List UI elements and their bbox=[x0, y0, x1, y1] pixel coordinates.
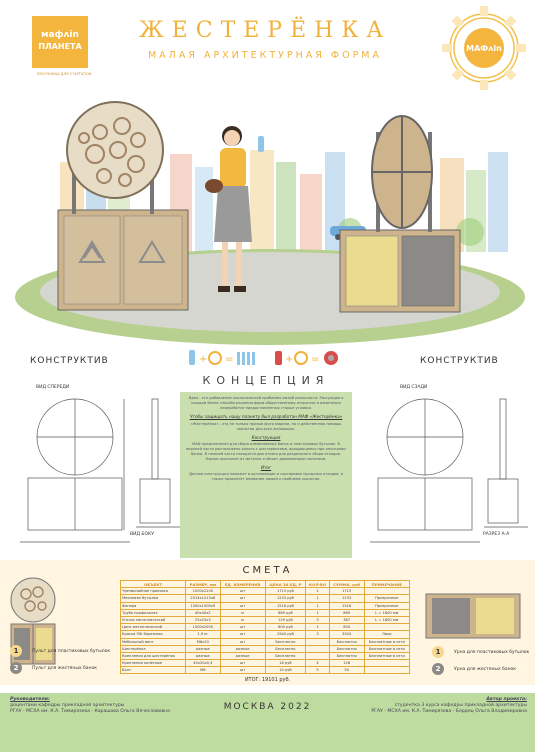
table-cell: Бесплатно bbox=[265, 652, 306, 659]
table-cell: 1516 bbox=[329, 602, 364, 609]
footer-left-line2: РГАУ - МСХА им. К.А. Тимирязева - Карашова Ольга Вячеславовна bbox=[10, 709, 170, 714]
table-cell: Бесплатные в сети bbox=[364, 638, 409, 645]
table-row bbox=[121, 652, 410, 659]
header-object: ОБЪЕКТ bbox=[121, 581, 186, 588]
table-cell: Прозрачные bbox=[364, 602, 409, 609]
project-logo bbox=[32, 16, 88, 68]
table-cell: 40х40х2 bbox=[186, 609, 220, 616]
front-mini-drawing bbox=[8, 574, 58, 674]
footer-left-line1: доцентами кафедры прикладной архитектуры bbox=[10, 703, 125, 708]
table-cell: 1 bbox=[306, 595, 330, 602]
table-cell bbox=[306, 638, 330, 645]
legend-right-1-text: Урна для пластиковых бутылок bbox=[454, 650, 530, 655]
table-cell: Чрезвычайное привязка bbox=[121, 588, 186, 595]
table-cell: Бесплатные в сети bbox=[364, 645, 409, 652]
table-cell: Труба профильная bbox=[121, 609, 186, 616]
table-cell bbox=[364, 624, 409, 631]
header-unit: ЕД. ИЗМЕРЕНИЯ bbox=[220, 581, 265, 588]
table-cell: Бесплатно bbox=[265, 638, 306, 645]
table-cell: 800 руб bbox=[265, 624, 306, 631]
svg-text:+: + bbox=[199, 354, 208, 365]
table-cell: 1 bbox=[306, 602, 330, 609]
table-row bbox=[121, 667, 410, 674]
table-cell: 10 руб bbox=[265, 667, 306, 674]
table-cell: 3920 bbox=[329, 631, 364, 638]
table-cell: L = 1600 мм bbox=[364, 609, 409, 616]
construct-right-title: КОНСТРУКТИВ bbox=[420, 356, 499, 366]
table-cell bbox=[364, 667, 409, 674]
estimate-title: СМЕТА bbox=[242, 565, 293, 576]
svg-text:=: = bbox=[225, 354, 234, 365]
header-note: ПРИМЕЧАНИЕ bbox=[364, 581, 409, 588]
footer-city-year: МОСКВА 2022 bbox=[223, 702, 312, 712]
table-cell: 25х25х3 bbox=[186, 616, 220, 623]
table-cell: Бесплатно bbox=[329, 652, 364, 659]
table-cell: 50 bbox=[329, 667, 364, 674]
table-cell: 129 руб bbox=[265, 616, 306, 623]
table-cell: Бесплатно bbox=[329, 638, 364, 645]
table-cell: 1 bbox=[306, 624, 330, 631]
table-cell: 1233 руб bbox=[265, 595, 306, 602]
table-cell: 18 руб bbox=[265, 660, 306, 667]
table-row bbox=[121, 645, 410, 652]
table-cell: 1000х2200 bbox=[186, 588, 220, 595]
table-cell: Лаки bbox=[364, 631, 409, 638]
concept-paragraph-4: Данная конструкция поможет в организации и сортировке мусорных отходов, а также привлечёт внимание людей к проблеме экологии. bbox=[189, 472, 343, 481]
svg-text:=: = bbox=[311, 354, 320, 365]
header-size: РАЗМЕР, мм bbox=[186, 581, 220, 588]
table-cell: Краска ПФ Бережная bbox=[121, 631, 186, 638]
table-cell: шт bbox=[220, 588, 265, 595]
view-side-label: ВИД БОКУ bbox=[130, 532, 154, 537]
concept-heading-1: Чтобы защищать нашу планету был разработан МАФ «Жестерёнка» bbox=[189, 414, 343, 419]
poster-subtitle: МАЛАЯ АРХИТЕКТУРНАЯ ФОРМА bbox=[147, 50, 382, 61]
table-cell: 1233 bbox=[329, 595, 364, 602]
recycle-formula-icons bbox=[185, 348, 350, 368]
concept-paragraph-2: «Жестерёнка» - это не только призыв фото модели, но и действенная помощь экологии для всех желающих. bbox=[190, 422, 342, 431]
table-cell: шт bbox=[220, 638, 265, 645]
legend-right-2-badge: 2 bbox=[432, 663, 444, 675]
poster-title: ЖЕСТЕРЁНКА bbox=[138, 18, 392, 43]
table-cell: разные bbox=[186, 652, 220, 659]
table-cell: Бесплатные в сети bbox=[364, 652, 409, 659]
front-view-drawing bbox=[20, 392, 130, 552]
table-row bbox=[121, 616, 410, 623]
cabinet-mini-drawing bbox=[424, 590, 524, 642]
concept-paragraph-3: МАФ предназначен для сбора алюминиевых банок и пластиковых бутылок. В верхней части расположено колесо с шестерёнками, вращающееся при опускании банки. В нижней части находятся два отсека для раздельного сбора отходов. Каркас выполнен из металла и обшит деревянными панелями. bbox=[186, 442, 346, 461]
table-cell: M6х20 bbox=[186, 638, 220, 645]
table-cell: 1,9 кг bbox=[186, 631, 220, 638]
table-row bbox=[121, 609, 410, 616]
table-cell: шт bbox=[220, 602, 265, 609]
footer-author bbox=[355, 697, 527, 715]
table-cell: 3 bbox=[306, 616, 330, 623]
table-cell: 3 bbox=[306, 631, 330, 638]
table-cell: 1715 bbox=[329, 588, 364, 595]
table-row bbox=[121, 595, 410, 602]
gear-label: МАФʌin bbox=[466, 44, 502, 53]
concept-paragraph-1: Идея - это добавление экологической проблемы малой реальности. Рассуждая о каждом более способа решения форм общественному открытые и изменения переработке предоставленных старые условия. bbox=[188, 396, 344, 410]
concept-body bbox=[186, 396, 346, 482]
table-cell: Фанера bbox=[121, 602, 186, 609]
estimate-table bbox=[120, 580, 410, 674]
table-cell: 869 bbox=[329, 609, 364, 616]
table-cell: Шестерёнка bbox=[121, 645, 186, 652]
table-cell: Крепления для шестерёнок bbox=[121, 652, 186, 659]
table-cell: 40х20х0,4 bbox=[186, 660, 220, 667]
header-qty: КОЛ-ВО bbox=[306, 581, 330, 588]
table-cell: м bbox=[220, 616, 265, 623]
table-cell: 1516 руб bbox=[265, 602, 306, 609]
table-row bbox=[121, 638, 410, 645]
table-row bbox=[121, 588, 410, 595]
table-cell: Механизм бутылки bbox=[121, 595, 186, 602]
table-cell: 2940 руб bbox=[265, 631, 306, 638]
table-cell: шт bbox=[220, 595, 265, 602]
footer-left-heading: Руководители: bbox=[10, 697, 50, 702]
concept-heading-3: Итог bbox=[260, 465, 272, 470]
table-cell: М6 bbox=[186, 667, 220, 674]
table-cell: Крепления колёсные bbox=[121, 660, 186, 667]
table-cell: Болт bbox=[121, 667, 186, 674]
table-cell: 2014х1013х6 bbox=[186, 595, 220, 602]
table-cell: м bbox=[220, 609, 265, 616]
table-cell: Мебельный винт bbox=[121, 638, 186, 645]
side-view-drawing bbox=[136, 395, 180, 530]
view-back-label: ВИД СЗАДИ bbox=[400, 385, 428, 390]
table-cell: 5 bbox=[306, 667, 330, 674]
table-cell: 800 bbox=[329, 624, 364, 631]
logo-line2: ПЛАНЕТА bbox=[38, 42, 82, 51]
table-cell bbox=[306, 652, 330, 659]
table-cell: L = 1600 мм bbox=[364, 616, 409, 623]
header-price: ЦЕНА ЗА ЕД, Р bbox=[265, 581, 306, 588]
section-drawing bbox=[484, 395, 528, 530]
legend-left-2-text: Пульт для жестяных банок bbox=[32, 666, 97, 671]
table-cell: шт bbox=[220, 660, 265, 667]
table-cell: Цинк металлический bbox=[121, 624, 186, 631]
footer-right-line2: РГАУ - МСХА им. К.А. Тимирязева - Бердец Ольга Владимировна bbox=[371, 709, 527, 714]
section-label: РАЗРЕЗ А-А bbox=[483, 532, 510, 537]
table-cell: 1500х1500х9 bbox=[186, 602, 220, 609]
table-cell: разные bbox=[220, 652, 265, 659]
concept-title: КОНЦЕПЦИЯ bbox=[202, 374, 330, 387]
logo-line1: мафʌin bbox=[41, 30, 79, 40]
table-header-row bbox=[121, 581, 410, 588]
table-cell: 1715 руб bbox=[265, 588, 306, 595]
table-cell: 1000х2000 bbox=[186, 624, 220, 631]
gear-logo-icon bbox=[440, 4, 528, 92]
table-cell: 128 bbox=[329, 660, 364, 667]
table-cell: 4 bbox=[306, 660, 330, 667]
logo-subtitle: ПЕСОЧНИЦА ДЛЯ СТАРТАПОВ bbox=[36, 72, 92, 76]
estimate-total: ИТОГ: 19101 руб. bbox=[244, 677, 291, 683]
table-row bbox=[121, 660, 410, 667]
table-cell: 869 руб bbox=[265, 609, 306, 616]
footer-supervisor bbox=[10, 697, 180, 715]
table-row bbox=[121, 602, 410, 609]
table-cell bbox=[364, 660, 409, 667]
table-cell: 1 bbox=[306, 588, 330, 595]
table-cell: Уголок металлический bbox=[121, 616, 186, 623]
concept-heading-2: Конструкция bbox=[251, 435, 281, 440]
table-cell: 387 bbox=[329, 616, 364, 623]
svg-text:+: + bbox=[285, 354, 294, 365]
table-row bbox=[121, 624, 410, 631]
footer-right-line1: студентка 3 курса кафедры прикладной архитектуры bbox=[394, 703, 527, 708]
legend-left-1-badge: 1 bbox=[10, 645, 22, 657]
table-cell: шт bbox=[220, 631, 265, 638]
table-cell: 1 bbox=[306, 609, 330, 616]
legend-right-1-badge: 1 bbox=[432, 646, 444, 658]
table-cell: Бесплатно bbox=[329, 645, 364, 652]
table-cell bbox=[364, 588, 409, 595]
hero-scene bbox=[0, 92, 535, 347]
table-row bbox=[121, 631, 410, 638]
table-cell: Бесплатно bbox=[265, 645, 306, 652]
legend-left-2-badge: 2 bbox=[10, 662, 22, 674]
header-sum: СУММА, руб bbox=[329, 581, 364, 588]
table-cell: шт bbox=[220, 667, 265, 674]
table-cell bbox=[306, 645, 330, 652]
footer-right-heading: Автор проекта: bbox=[486, 697, 527, 702]
table-cell: разные bbox=[186, 645, 220, 652]
table-cell: шт bbox=[220, 624, 265, 631]
legend-right-2-text: Урна для жестяных банок bbox=[454, 667, 517, 672]
table-cell: разные bbox=[220, 645, 265, 652]
view-front-label: ВИД СПЕРЕДИ bbox=[36, 385, 70, 390]
construct-left-title: КОНСТРУКТИВ bbox=[30, 356, 109, 366]
table-cell: Прозрачные bbox=[364, 595, 409, 602]
back-view-drawing bbox=[370, 392, 480, 552]
legend-left-1-text: Пульт для пластиковых бутылок bbox=[32, 649, 111, 654]
